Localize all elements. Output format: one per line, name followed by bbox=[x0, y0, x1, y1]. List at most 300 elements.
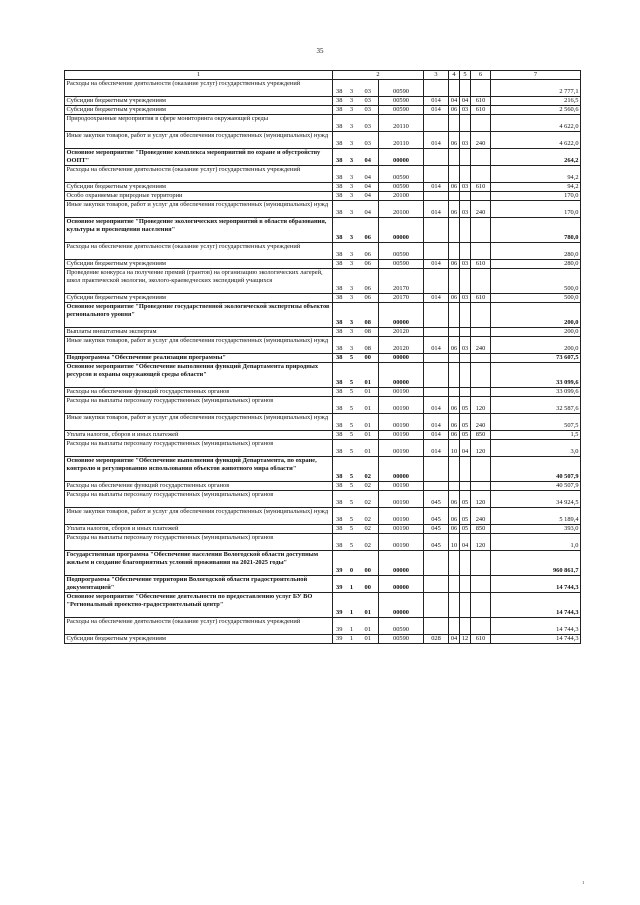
row-name: Субсидии бюджетным учреждениям bbox=[65, 183, 333, 192]
row-amount: 94,2 bbox=[491, 166, 581, 183]
code-measure: 06 bbox=[358, 243, 379, 260]
code-subsection bbox=[460, 192, 471, 201]
code-direction: 00590 bbox=[379, 106, 424, 115]
code-program: 38 bbox=[333, 132, 346, 149]
row-amount: 40 507,9 bbox=[491, 457, 581, 482]
table-row bbox=[65, 576, 581, 593]
row-amount: 780,0 bbox=[491, 218, 581, 243]
table-row bbox=[65, 457, 581, 482]
code-direction: 00590 bbox=[379, 80, 424, 97]
row-name: Расходы на выплаты персоналу государственных (муниципальных) органов bbox=[65, 491, 333, 508]
row-name: Расходы на обеспечение деятельности (оказание услуг) государственных учреждений bbox=[65, 166, 333, 183]
code-measure: 08 bbox=[358, 303, 379, 328]
code-direction: 00190 bbox=[379, 440, 424, 457]
row-name: Подпрограмма "Обеспечение территории Вологодской области градостроительной документацией" bbox=[65, 576, 333, 593]
code-measure: 02 bbox=[358, 525, 379, 534]
row-amount: 216,5 bbox=[491, 97, 581, 106]
table-row bbox=[65, 354, 581, 363]
code-section bbox=[449, 303, 460, 328]
code-subprogram: 5 bbox=[346, 354, 358, 363]
code-subprogram: 3 bbox=[346, 80, 358, 97]
code-expense-type bbox=[471, 576, 491, 593]
row-amount: 14 744,3 bbox=[491, 593, 581, 618]
code-ministry bbox=[424, 149, 449, 166]
code-subsection bbox=[460, 149, 471, 166]
code-section: 10 bbox=[449, 534, 460, 551]
code-expense-type bbox=[471, 482, 491, 491]
table-row bbox=[65, 508, 581, 525]
code-ministry bbox=[424, 269, 449, 294]
code-subsection: 04 bbox=[460, 534, 471, 551]
code-program: 38 bbox=[333, 218, 346, 243]
row-name: Проведение конкурса на получение премий (грантов) на организацию экологических лагерей, школ практической экологии, эколого-краеведческих экспедиций учащихся bbox=[65, 269, 333, 294]
code-subsection: 03 bbox=[460, 294, 471, 303]
row-amount: 14 744,3 bbox=[491, 618, 581, 635]
row-amount: 2 560,6 bbox=[491, 106, 581, 115]
table-row bbox=[65, 551, 581, 576]
code-subsection bbox=[460, 328, 471, 337]
code-section bbox=[449, 354, 460, 363]
row-name: Иные закупки товаров, работ и услуг для обеспечения государственных (муниципальных) нужд bbox=[65, 337, 333, 354]
code-direction: 00000 bbox=[379, 551, 424, 576]
code-measure: 06 bbox=[358, 260, 379, 269]
code-expense-type bbox=[471, 551, 491, 576]
code-subsection: 03 bbox=[460, 337, 471, 354]
code-measure: 03 bbox=[358, 115, 379, 132]
code-measure: 06 bbox=[358, 269, 379, 294]
code-section: 06 bbox=[449, 508, 460, 525]
code-subsection bbox=[460, 218, 471, 243]
code-ministry: 045 bbox=[424, 491, 449, 508]
edge-mark: ı bbox=[582, 880, 584, 886]
code-program: 38 bbox=[333, 363, 346, 388]
row-amount: 73 607,5 bbox=[491, 354, 581, 363]
code-direction: 00000 bbox=[379, 576, 424, 593]
code-expense-type bbox=[471, 269, 491, 294]
row-name: Расходы на обеспечение деятельности (оказание услуг) государственных учреждений bbox=[65, 80, 333, 97]
code-subsection bbox=[460, 363, 471, 388]
code-direction: 00000 bbox=[379, 354, 424, 363]
code-subprogram: 5 bbox=[346, 388, 358, 397]
row-amount: 280,0 bbox=[491, 260, 581, 269]
code-measure: 06 bbox=[358, 294, 379, 303]
table-row bbox=[65, 115, 581, 132]
code-program: 38 bbox=[333, 166, 346, 183]
row-name: Уплата налогов, сборов и иных платежей bbox=[65, 431, 333, 440]
row-name: Основное мероприятие "Проведение экологических мероприятий в области образования, культуры и просвещения населения" bbox=[65, 218, 333, 243]
code-expense-type: 610 bbox=[471, 106, 491, 115]
code-subprogram: 5 bbox=[346, 431, 358, 440]
table-row bbox=[65, 294, 581, 303]
code-program: 38 bbox=[333, 491, 346, 508]
row-name: Расходы на выплаты персоналу государственных (муниципальных) органов bbox=[65, 534, 333, 551]
code-program: 38 bbox=[333, 414, 346, 431]
code-subsection bbox=[460, 482, 471, 491]
header-col-4: 4 bbox=[449, 71, 460, 80]
code-subsection: 03 bbox=[460, 132, 471, 149]
code-subsection: 03 bbox=[460, 260, 471, 269]
code-expense-type: 240 bbox=[471, 508, 491, 525]
code-subprogram: 3 bbox=[346, 269, 358, 294]
row-name: Расходы на обеспечение функций государственных органов bbox=[65, 388, 333, 397]
code-expense-type bbox=[471, 388, 491, 397]
code-section: 06 bbox=[449, 260, 460, 269]
table-row bbox=[65, 337, 581, 354]
code-subprogram: 5 bbox=[346, 491, 358, 508]
code-ministry bbox=[424, 115, 449, 132]
code-section: 06 bbox=[449, 397, 460, 414]
table-row bbox=[65, 440, 581, 457]
code-subprogram: 1 bbox=[346, 593, 358, 618]
row-name: Выплаты внештатным экспертам bbox=[65, 328, 333, 337]
code-direction: 00190 bbox=[379, 534, 424, 551]
code-subsection: 05 bbox=[460, 508, 471, 525]
code-ministry: 014 bbox=[424, 431, 449, 440]
code-expense-type: 120 bbox=[471, 491, 491, 508]
table-row bbox=[65, 525, 581, 534]
code-subsection: 05 bbox=[460, 431, 471, 440]
row-name: Государственная программа "Обеспечение населения Вологодской области доступным жильем и создание благоприятных условий проживания на 2021-2025 годы" bbox=[65, 551, 333, 576]
code-measure: 04 bbox=[358, 183, 379, 192]
row-name: Основное мероприятие "Обеспечение выполнения функций Департамента природных ресурсов и охраны окружающей среды области" bbox=[65, 363, 333, 388]
code-ministry: 045 bbox=[424, 534, 449, 551]
table-row bbox=[65, 593, 581, 618]
code-expense-type bbox=[471, 218, 491, 243]
row-amount: 34 924,5 bbox=[491, 491, 581, 508]
code-program: 39 bbox=[333, 635, 346, 644]
table-row bbox=[65, 618, 581, 635]
code-measure: 03 bbox=[358, 80, 379, 97]
code-measure: 04 bbox=[358, 149, 379, 166]
code-direction: 00190 bbox=[379, 491, 424, 508]
row-amount: 280,0 bbox=[491, 243, 581, 260]
row-amount: 200,0 bbox=[491, 337, 581, 354]
code-ministry bbox=[424, 218, 449, 243]
code-program: 39 bbox=[333, 576, 346, 593]
code-section bbox=[449, 576, 460, 593]
row-name: Расходы на выплаты персоналу государственных (муниципальных) органов bbox=[65, 440, 333, 457]
row-name: Основное мероприятие "Проведение государственной экологической экспертизы объектов регионального уровня" bbox=[65, 303, 333, 328]
header-col-7: 7 bbox=[491, 71, 581, 80]
table-row bbox=[65, 397, 581, 414]
code-subsection bbox=[460, 388, 471, 397]
row-name: Иные закупки товаров, работ и услуг для обеспечения государственных (муниципальных) нужд bbox=[65, 508, 333, 525]
code-measure: 01 bbox=[358, 618, 379, 635]
code-expense-type: 240 bbox=[471, 414, 491, 431]
code-expense-type: 610 bbox=[471, 635, 491, 644]
row-amount: 14 744,3 bbox=[491, 635, 581, 644]
code-subprogram: 3 bbox=[346, 201, 358, 218]
table-row bbox=[65, 201, 581, 218]
code-program: 38 bbox=[333, 397, 346, 414]
code-direction: 00590 bbox=[379, 183, 424, 192]
code-program: 38 bbox=[333, 534, 346, 551]
code-measure: 06 bbox=[358, 218, 379, 243]
table-row bbox=[65, 269, 581, 294]
row-name: Особо охраняемые природные территории bbox=[65, 192, 333, 201]
code-expense-type bbox=[471, 457, 491, 482]
code-section bbox=[449, 551, 460, 576]
row-amount: 1,5 bbox=[491, 431, 581, 440]
code-direction: 00590 bbox=[379, 97, 424, 106]
row-amount: 3,0 bbox=[491, 440, 581, 457]
code-expense-type: 120 bbox=[471, 397, 491, 414]
code-subprogram: 1 bbox=[346, 635, 358, 644]
table-row bbox=[65, 328, 581, 337]
code-program: 39 bbox=[333, 618, 346, 635]
code-subsection: 12 bbox=[460, 635, 471, 644]
row-name: Основное мероприятие "Обеспечение выполнения функций Департамента, по охране, контролю и регулированию использования объектов животного мира области" bbox=[65, 457, 333, 482]
code-subsection: 03 bbox=[460, 106, 471, 115]
code-expense-type bbox=[471, 166, 491, 183]
code-subprogram: 3 bbox=[346, 192, 358, 201]
code-ministry: 014 bbox=[424, 183, 449, 192]
code-direction: 00590 bbox=[379, 166, 424, 183]
code-expense-type bbox=[471, 80, 491, 97]
code-direction: 00000 bbox=[379, 149, 424, 166]
code-program: 38 bbox=[333, 337, 346, 354]
code-ministry: 014 bbox=[424, 106, 449, 115]
code-expense-type: 240 bbox=[471, 132, 491, 149]
code-ministry: 045 bbox=[424, 508, 449, 525]
code-subprogram: 5 bbox=[346, 525, 358, 534]
code-direction: 00190 bbox=[379, 482, 424, 491]
code-ministry: 014 bbox=[424, 260, 449, 269]
code-subsection bbox=[460, 166, 471, 183]
code-program: 38 bbox=[333, 201, 346, 218]
row-amount: 393,0 bbox=[491, 525, 581, 534]
row-amount: 264,2 bbox=[491, 149, 581, 166]
code-direction: 20110 bbox=[379, 132, 424, 149]
code-subprogram: 3 bbox=[346, 166, 358, 183]
code-program: 38 bbox=[333, 294, 346, 303]
code-ministry bbox=[424, 354, 449, 363]
code-subsection bbox=[460, 576, 471, 593]
row-amount: 200,0 bbox=[491, 303, 581, 328]
row-amount: 170,0 bbox=[491, 201, 581, 218]
code-direction: 20120 bbox=[379, 328, 424, 337]
code-subprogram: 3 bbox=[346, 132, 358, 149]
code-ministry bbox=[424, 363, 449, 388]
code-program: 38 bbox=[333, 115, 346, 132]
code-measure: 01 bbox=[358, 397, 379, 414]
code-program: 38 bbox=[333, 440, 346, 457]
row-name: Иные закупки товаров, работ и услуг для обеспечения государственных (муниципальных) нужд bbox=[65, 201, 333, 218]
code-program: 38 bbox=[333, 303, 346, 328]
code-direction: 00590 bbox=[379, 635, 424, 644]
code-program: 38 bbox=[333, 354, 346, 363]
code-subsection: 03 bbox=[460, 201, 471, 218]
code-direction: 00190 bbox=[379, 525, 424, 534]
code-measure: 01 bbox=[358, 440, 379, 457]
code-ministry bbox=[424, 192, 449, 201]
code-ministry bbox=[424, 328, 449, 337]
row-name: Расходы на обеспечение функций государственных органов bbox=[65, 482, 333, 491]
code-ministry: 014 bbox=[424, 440, 449, 457]
row-name: Природоохранные мероприятия в сфере мониторинга окружающей среды bbox=[65, 115, 333, 132]
code-direction: 20100 bbox=[379, 201, 424, 218]
code-subsection bbox=[460, 243, 471, 260]
table-row bbox=[65, 414, 581, 431]
table-row bbox=[65, 388, 581, 397]
code-ministry bbox=[424, 618, 449, 635]
table-row bbox=[65, 166, 581, 183]
row-name: Подпрограмма "Обеспечение реализации программы" bbox=[65, 354, 333, 363]
row-amount: 170,0 bbox=[491, 192, 581, 201]
code-measure: 04 bbox=[358, 201, 379, 218]
code-measure: 03 bbox=[358, 106, 379, 115]
code-expense-type: 610 bbox=[471, 97, 491, 106]
code-section: 06 bbox=[449, 525, 460, 534]
code-ministry: 045 bbox=[424, 525, 449, 534]
code-subsection: 03 bbox=[460, 183, 471, 192]
table-row bbox=[65, 243, 581, 260]
code-program: 38 bbox=[333, 431, 346, 440]
code-subprogram: 3 bbox=[346, 243, 358, 260]
table-row bbox=[65, 534, 581, 551]
code-direction: 00190 bbox=[379, 388, 424, 397]
code-program: 38 bbox=[333, 183, 346, 192]
code-direction: 20170 bbox=[379, 269, 424, 294]
code-section: 06 bbox=[449, 491, 460, 508]
code-direction: 00000 bbox=[379, 303, 424, 328]
code-expense-type: 850 bbox=[471, 525, 491, 534]
code-measure: 00 bbox=[358, 551, 379, 576]
table-row bbox=[65, 260, 581, 269]
code-program: 39 bbox=[333, 551, 346, 576]
code-measure: 08 bbox=[358, 328, 379, 337]
code-section bbox=[449, 388, 460, 397]
code-program: 39 bbox=[333, 593, 346, 618]
code-expense-type bbox=[471, 618, 491, 635]
row-amount: 4 622,0 bbox=[491, 115, 581, 132]
code-expense-type: 850 bbox=[471, 431, 491, 440]
code-expense-type bbox=[471, 243, 491, 260]
code-section: 06 bbox=[449, 201, 460, 218]
code-section bbox=[449, 363, 460, 388]
code-program: 38 bbox=[333, 269, 346, 294]
code-direction: 20100 bbox=[379, 192, 424, 201]
code-subprogram: 5 bbox=[346, 363, 358, 388]
code-section bbox=[449, 80, 460, 97]
row-amount: 507,5 bbox=[491, 414, 581, 431]
code-direction: 00590 bbox=[379, 618, 424, 635]
header-col-5: 5 bbox=[460, 71, 471, 80]
code-ministry: 014 bbox=[424, 337, 449, 354]
code-measure: 08 bbox=[358, 337, 379, 354]
row-name: Субсидии бюджетным учреждениям bbox=[65, 635, 333, 644]
code-subprogram: 5 bbox=[346, 534, 358, 551]
code-section: 06 bbox=[449, 132, 460, 149]
code-expense-type bbox=[471, 149, 491, 166]
table-row bbox=[65, 192, 581, 201]
code-direction: 00000 bbox=[379, 593, 424, 618]
code-subsection: 05 bbox=[460, 397, 471, 414]
code-subprogram: 3 bbox=[346, 183, 358, 192]
code-measure: 01 bbox=[358, 414, 379, 431]
code-measure: 01 bbox=[358, 635, 379, 644]
code-section: 04 bbox=[449, 635, 460, 644]
header-col-1: 1 bbox=[65, 71, 333, 80]
code-subprogram: 3 bbox=[346, 149, 358, 166]
code-subprogram: 3 bbox=[346, 106, 358, 115]
code-section bbox=[449, 482, 460, 491]
code-section: 04 bbox=[449, 97, 460, 106]
code-subprogram: 3 bbox=[346, 328, 358, 337]
code-section: 06 bbox=[449, 337, 460, 354]
code-section bbox=[449, 166, 460, 183]
code-program: 38 bbox=[333, 328, 346, 337]
code-subsection bbox=[460, 354, 471, 363]
code-expense-type: 610 bbox=[471, 294, 491, 303]
code-program: 38 bbox=[333, 260, 346, 269]
code-subsection bbox=[460, 303, 471, 328]
code-subprogram: 5 bbox=[346, 482, 358, 491]
code-program: 38 bbox=[333, 243, 346, 260]
row-name: Иные закупки товаров, работ и услуг для обеспечения государственных (муниципальных) нужд bbox=[65, 414, 333, 431]
code-subprogram: 1 bbox=[346, 576, 358, 593]
code-subsection bbox=[460, 618, 471, 635]
table-row bbox=[65, 491, 581, 508]
row-amount: 40 507,9 bbox=[491, 482, 581, 491]
code-section bbox=[449, 593, 460, 618]
code-subsection: 05 bbox=[460, 491, 471, 508]
table-row bbox=[65, 183, 581, 192]
code-subsection bbox=[460, 115, 471, 132]
code-expense-type bbox=[471, 192, 491, 201]
code-subsection bbox=[460, 593, 471, 618]
code-section: 06 bbox=[449, 431, 460, 440]
code-program: 38 bbox=[333, 457, 346, 482]
row-amount: 960 861,7 bbox=[491, 551, 581, 576]
code-subprogram: 3 bbox=[346, 218, 358, 243]
code-expense-type bbox=[471, 115, 491, 132]
code-subprogram: 5 bbox=[346, 440, 358, 457]
code-ministry bbox=[424, 243, 449, 260]
code-section bbox=[449, 218, 460, 243]
code-subsection: 04 bbox=[460, 440, 471, 457]
code-section: 06 bbox=[449, 294, 460, 303]
table-row bbox=[65, 106, 581, 115]
code-ministry bbox=[424, 303, 449, 328]
row-amount: 200,0 bbox=[491, 328, 581, 337]
code-direction: 00590 bbox=[379, 243, 424, 260]
row-amount: 5 189,4 bbox=[491, 508, 581, 525]
code-ministry bbox=[424, 166, 449, 183]
table-header-row bbox=[65, 71, 581, 80]
row-name: Расходы на выплаты персоналу государственных (муниципальных) органов bbox=[65, 397, 333, 414]
table-row bbox=[65, 80, 581, 97]
code-section: 06 bbox=[449, 106, 460, 115]
code-section: 10 bbox=[449, 440, 460, 457]
code-ministry: 014 bbox=[424, 97, 449, 106]
row-amount: 500,0 bbox=[491, 294, 581, 303]
table-body bbox=[65, 80, 581, 644]
code-ministry: 014 bbox=[424, 294, 449, 303]
code-subprogram: 3 bbox=[346, 294, 358, 303]
code-ministry bbox=[424, 388, 449, 397]
code-measure: 01 bbox=[358, 593, 379, 618]
code-section bbox=[449, 192, 460, 201]
code-program: 38 bbox=[333, 106, 346, 115]
code-program: 38 bbox=[333, 508, 346, 525]
code-direction: 00000 bbox=[379, 218, 424, 243]
code-subprogram: 5 bbox=[346, 397, 358, 414]
code-measure: 02 bbox=[358, 508, 379, 525]
code-direction: 00190 bbox=[379, 508, 424, 525]
code-subprogram: 5 bbox=[346, 508, 358, 525]
code-program: 38 bbox=[333, 80, 346, 97]
